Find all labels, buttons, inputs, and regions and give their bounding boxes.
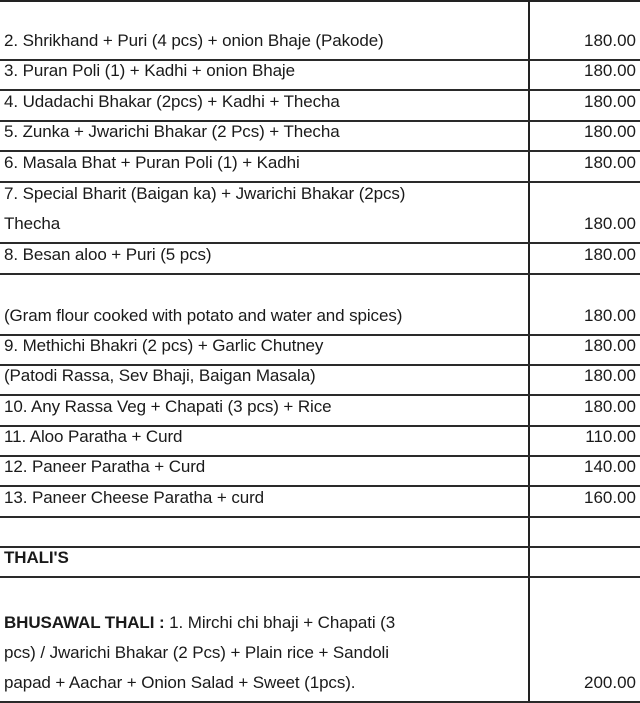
item-price: 180.00 xyxy=(584,61,636,80)
item-line: 11. Aloo Paratha + Curd xyxy=(4,427,183,446)
menu-item-row xyxy=(0,578,640,703)
item-line: pcs) / Jwarichi Bhakar (2 Pcs) + Plain rice + Sandoli xyxy=(4,643,389,662)
item-name xyxy=(0,2,530,59)
item-name xyxy=(0,91,530,120)
menu-item-row xyxy=(0,2,640,61)
item-name xyxy=(0,336,530,364)
menu-item-row xyxy=(0,275,640,336)
item-name xyxy=(0,61,530,89)
item-line: THALI'S xyxy=(4,548,69,567)
item-price: 180.00 xyxy=(584,336,636,355)
item-name xyxy=(0,244,530,273)
item-line: 9. Methichi Bhakri (2 pcs) + Garlic Chutney xyxy=(4,336,324,355)
thali-name: BHUSAWAL THALI : xyxy=(4,613,170,632)
item-line: 2. Shrikhand + Puri (4 pcs) + onion Bhaje (Pakode) xyxy=(4,31,384,50)
item-name xyxy=(0,427,530,455)
item-price: 180.00 xyxy=(584,245,636,264)
item-price: 180.00 xyxy=(584,31,636,50)
item-line: Thecha xyxy=(4,214,61,233)
menu-item-row xyxy=(0,487,640,518)
item-line: 7. Special Bharit (Baigan ka) + Jwarichi Bhakar (2pcs) xyxy=(4,184,406,203)
item-line-text: 1. Mirchi chi bhaji + Chapati (3 xyxy=(169,613,396,632)
item-name xyxy=(0,152,530,181)
item-name xyxy=(0,366,530,394)
menu-item-row xyxy=(0,183,640,244)
item-price: 180.00 xyxy=(584,366,636,385)
item-price: 110.00 xyxy=(585,427,636,446)
item-name xyxy=(0,487,530,516)
item-price xyxy=(530,518,640,546)
item-price: 180.00 xyxy=(584,122,636,141)
item-line: papad + Aachar + Onion Salad + Sweet (1pcs). xyxy=(4,673,356,692)
item-name xyxy=(0,183,530,242)
item-line: 3. Puran Poli (1) + Kadhi + onion Bhaje xyxy=(4,61,295,80)
item-price: 180.00 xyxy=(584,397,636,416)
item-line: 8. Besan aloo + Puri (5 pcs) xyxy=(4,245,212,264)
item-price xyxy=(530,548,640,576)
menu-item-row xyxy=(0,244,640,275)
item-price: 180.00 xyxy=(584,153,636,172)
item-name xyxy=(0,518,530,546)
item-price: 180.00 xyxy=(584,214,636,233)
item-line: 12. Paneer Paratha + Curd xyxy=(4,457,206,476)
item-price: 200.00 xyxy=(584,673,636,692)
item-name xyxy=(0,578,530,701)
item-line xyxy=(4,608,524,638)
item-name xyxy=(0,457,530,485)
item-line: 4. Udadachi Bhakar (2pcs) + Kadhi + Thecha xyxy=(4,92,340,111)
item-name xyxy=(0,396,530,425)
item-line: 10. Any Rassa Veg + Chapati (3 pcs) + Rice xyxy=(4,397,332,416)
item-name xyxy=(0,275,530,334)
item-price: 180.00 xyxy=(584,92,636,111)
item-line: 13. Paneer Cheese Paratha + curd xyxy=(4,488,265,507)
item-price: 140.00 xyxy=(584,457,636,476)
item-line: 6. Masala Bhat + Puran Poli (1) + Kadhi xyxy=(4,153,300,172)
item-name xyxy=(0,122,530,150)
section-heading-row xyxy=(0,548,640,578)
item-line: (Patodi Rassa, Sev Bhaji, Baigan Masala) xyxy=(4,366,316,385)
item-name xyxy=(0,548,530,576)
item-line: (Gram flour cooked with potato and water and spices) xyxy=(4,306,403,325)
item-price: 160.00 xyxy=(584,488,636,507)
item-price: 180.00 xyxy=(584,306,636,325)
item-line: 5. Zunka + Jwarichi Bhakar (2 Pcs) + Thecha xyxy=(4,122,340,141)
